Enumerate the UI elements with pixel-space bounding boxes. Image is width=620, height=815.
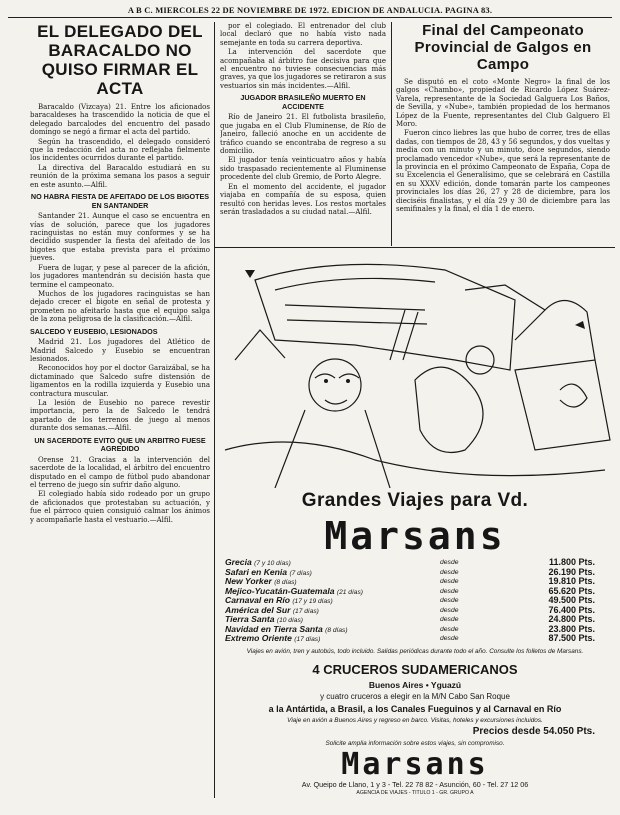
marsans-advertisement	[215, 250, 615, 798]
right-column	[396, 22, 610, 244]
column-divider-middle	[391, 22, 392, 246]
header-rule	[8, 17, 612, 18]
trip-duration: (8 días)	[274, 579, 297, 586]
trip-price: 11.800 Pts.	[548, 557, 595, 567]
trip-price: 87.500 Pts.	[548, 633, 595, 643]
cruise-note: Viaje en avión a Buenos Aires y regreso en barco. Visitas, hoteles y excursiones incluidos.	[287, 717, 543, 724]
paragraph: Muchos de los jugadores racinguistas se han dejado crecer el bigote en señal de protesta y prometen no afeitarlo hasta que el equipo salga de la zona peligrosa de la clasificación.—Alfil.	[30, 289, 210, 324]
trip-duration: (7 y 10 días)	[254, 560, 291, 567]
trip-destination: América del Sur	[225, 604, 291, 615]
trip-duration: (21 días)	[336, 588, 363, 596]
cruise-price: Precios desde 54.050 Pts.	[472, 726, 595, 737]
paragraph: El colegiado había sido rodeado por un grupo de aficionados que protestaban su actuación, y fue el párroco quien consiguió calmar los ánimos y acompañarle hasta el vestuario.—Alfil.	[30, 490, 210, 524]
paragraph: La intervención del sacerdote que acompañaba al árbitro fue decisiva para que el encuentro no tuviese consecuencias más graves, ya que los jugadores se retiraron a sus vestuarios sin más incidentes.—Alfil.	[220, 48, 386, 90]
trip-destination: Mejico-Yucatán-Guatemala	[225, 585, 335, 596]
trip-from-label: desde	[440, 578, 459, 585]
trip-duration: (17 días)	[294, 636, 321, 643]
trip-destination: Tierra Santa	[225, 614, 275, 624]
info-line: Solicite amplia información sobre estos viajes, sin compromiso.	[325, 740, 505, 747]
subheading: UN SACERDOTE EVITO QUE UN ARBITRO FUESE AGREDIDO	[34, 435, 206, 454]
paragraph: Orense 21. Gracias a la intervención del sacerdote de la localidad, el árbitro del encuentro disputado en el campo de fútbol pudo abandonar el terreno de juego sin sufrir daño alguno.	[30, 455, 210, 489]
paragraph: En el momento del accidente, el jugador viajaba en compañía de su esposa, quien resultó con heridas leves. Los restos mortales serán trasladados a su ciudad natal.—Alfil.	[220, 182, 386, 216]
paragraph: El jugador tenía veinticuatro años y había sido traspasado recientemente al Fluminense procedente del club Gremio, de Porto Alegre.	[220, 156, 386, 182]
ad-top-rule	[215, 247, 615, 248]
middle-column	[220, 22, 386, 244]
trip-price: 19.810 Pts.	[548, 576, 595, 586]
trip-price: 26.190 Pts.	[548, 566, 595, 577]
trips-footnote: Viajes en avión, tren y autobús, todo incluido. Salidas periódicas durante todo el año. Consulte los folletos de Marsans.	[246, 648, 584, 655]
trip-duration: (8 días)	[325, 626, 348, 634]
subheading: NO HABRA FIESTA DE AFEITADO DE LOS BIGOTES EN SANTANDER	[30, 192, 210, 210]
trip-price: 65.620 Pts.	[548, 585, 595, 596]
trip-destination: Carnaval en Río	[225, 595, 290, 605]
address-line: Av. Queipo de Llano, 1 y 3 - Tel. 22 78 82 - Asunción, 60 - Tel. 27 12 06	[301, 780, 529, 789]
trip-from-label: desde	[440, 597, 459, 604]
paragraph: Fueron cinco liebres las que hubo de correr, tres de ellas dadas, con tiempos de 28, 43 y 56 segundos, y dos vueltas y media con un minuto y un minuto, doce segundos, siendo proclamado vencedor «Nube», que será la representante de la provincia en el próximo Campeonato de España, Copa de su Excelencia el Generalísimo, que se celebrará en Castilla en su XXXV edición, donde tomarán parte los campeones provinciales los días 26, 27 y 28 de diciembre, para los dieciséis finalistas, y el día 29 y 30 de diciembre para las semifinales y la final, el día 1 de enero.	[396, 129, 610, 214]
ad-title: Grandes Viajes para Vd.	[301, 490, 529, 511]
trip-from-label: desde	[440, 625, 459, 633]
trip-from-label: desde	[440, 587, 459, 595]
trip-from-label: desde	[440, 616, 459, 623]
trip-duration: (10 días)	[276, 617, 303, 624]
paragraph: Río de Janeiro 21. El futbolista brasileño, que jugaba en el Club Fluminense, de Río de Janeiro, falleció anoche en un accidente de tráfico cuando se encontraba de regreso a su domicilio.	[220, 113, 386, 156]
travel-illustration	[215, 250, 615, 488]
paragraph: Reconocidos hoy por el doctor Garaizábal, se ha dictaminado que Salcedo sufre distensión de ligamentos en la rodilla izquierda y Eusebio una contractura muscular.	[30, 364, 210, 398]
trip-duration: (7 días)	[289, 569, 312, 577]
agency-line: AGENCIA DE VIAJES - TITULO 1 - GR. GRUPO A	[356, 790, 474, 796]
paragraph: Baracaldo (Vizcaya) 21. Entre los aficionados baracaldeses ha trascendido la noticia de que el delegado barcalodes del encuentro del pasado domingo se negó a firmar el acta del partido.	[30, 103, 210, 137]
trip-from-label: desde	[440, 559, 459, 566]
paragraph: La lesión de Eusebio no parece revestir importancia, pero la de Salcedo le tendrá apartado de los terrenos de juego al menos durante dos semanas.—Alfil.	[30, 398, 210, 433]
paragraph: Madrid 21. Los jugadores del Atlético de Madrid Salcedo y Eusebio se encuentran lesionados.	[30, 338, 210, 363]
trip-destination: Grecia	[225, 557, 252, 567]
marsans-logo: Marsans	[324, 514, 506, 558]
trip-row	[225, 634, 605, 644]
left-headline: EL DELEGADO DEL BARACALDO NO QUISO FIRMAR EL ACTA	[37, 22, 203, 98]
paragraph: Fuera de lugar, y pese al parecer de la afición, los jugadores mantendrán su decisión hasta que termine el campeonato.	[30, 263, 210, 289]
cruise-ship-line: y cuatro cruceros a elegir en la M/N Cabo San Roque	[320, 692, 510, 701]
cruise-title: 4 CRUCEROS SUDAMERICANOS	[312, 662, 518, 677]
paragraph: Según ha trascendido, el delegado consideró que la redacción del acta no reflejaba fielmente los incidentes ocurridos durante el partido.	[30, 137, 210, 163]
trip-duration: (17 y 19 días)	[292, 598, 333, 605]
left-column	[30, 22, 210, 800]
subheading: SALCEDO Y EUSEBIO, LESIONADOS	[30, 326, 158, 336]
cruise-subtitle: Buenos Aires • Yguazú	[368, 680, 462, 690]
trip-destination: Safari en Kenia	[225, 566, 288, 577]
trip-from-label: desde	[440, 568, 459, 576]
paragraph: por el colegiado. El entrenador del club local declaró que no había visto nada semejante en toda su carrera deportiva.	[220, 22, 386, 47]
subheading: JUGADOR BRASILEÑO MUERTO EN ACCIDENTE	[240, 93, 366, 111]
paragraph: La directiva del Baracaldo estudiará en su reunión de la próxima semana los pasos a seguir en este asunto.—Alfil.	[30, 163, 210, 189]
trip-destination: Extremo Oriente	[225, 633, 292, 643]
trip-destination: New Yorker	[225, 576, 272, 586]
trip-duration: (17 días)	[292, 607, 319, 615]
trip-price: 23.800 Pts.	[548, 623, 595, 634]
right-headline: Final del Campeonato Provincial de Galgos en Campo	[414, 22, 592, 73]
cruise-destinations: a la Antártida, a Brasil, a los Canales Fueguinos y al Carnaval en Río	[268, 704, 562, 714]
trip-from-label: desde	[440, 606, 459, 614]
marsans-logo-bottom: Marsans	[341, 747, 489, 782]
trip-list	[225, 558, 605, 644]
trip-price: 24.800 Pts.	[548, 614, 595, 624]
page-header: A B C. MIERCOLES 22 DE NOVIEMBRE DE 1972. EDICION DE ANDALUCIA. PAGINA 83.	[127, 5, 493, 15]
paragraph: Se disputó en el coto «Monte Negro» la final de los galgos «Chambo», propiedad de Ricardo López Suárez-Varela, representante de la Sociedad Galguera Los Baños, de Sevilla, y «Nube», también propiedad de los hermanos López de la Fuente, representantes del Club Galguero El Moro.	[396, 78, 610, 129]
trip-price: 76.400 Pts.	[548, 604, 595, 615]
trip-from-label: desde	[440, 635, 459, 642]
trip-price: 49.500 Pts.	[548, 595, 595, 605]
paragraph: Santander 21. Aunque el caso se encuentra en vías de solución, parece que los jugadores racinguistas no están muy conformes y se ha decidido suspender la fiesta del afeitado de los bigotes que estaba prevista para el próximo jueves.	[30, 212, 210, 263]
trip-destination: Navidad en Tierra Santa	[225, 623, 323, 634]
